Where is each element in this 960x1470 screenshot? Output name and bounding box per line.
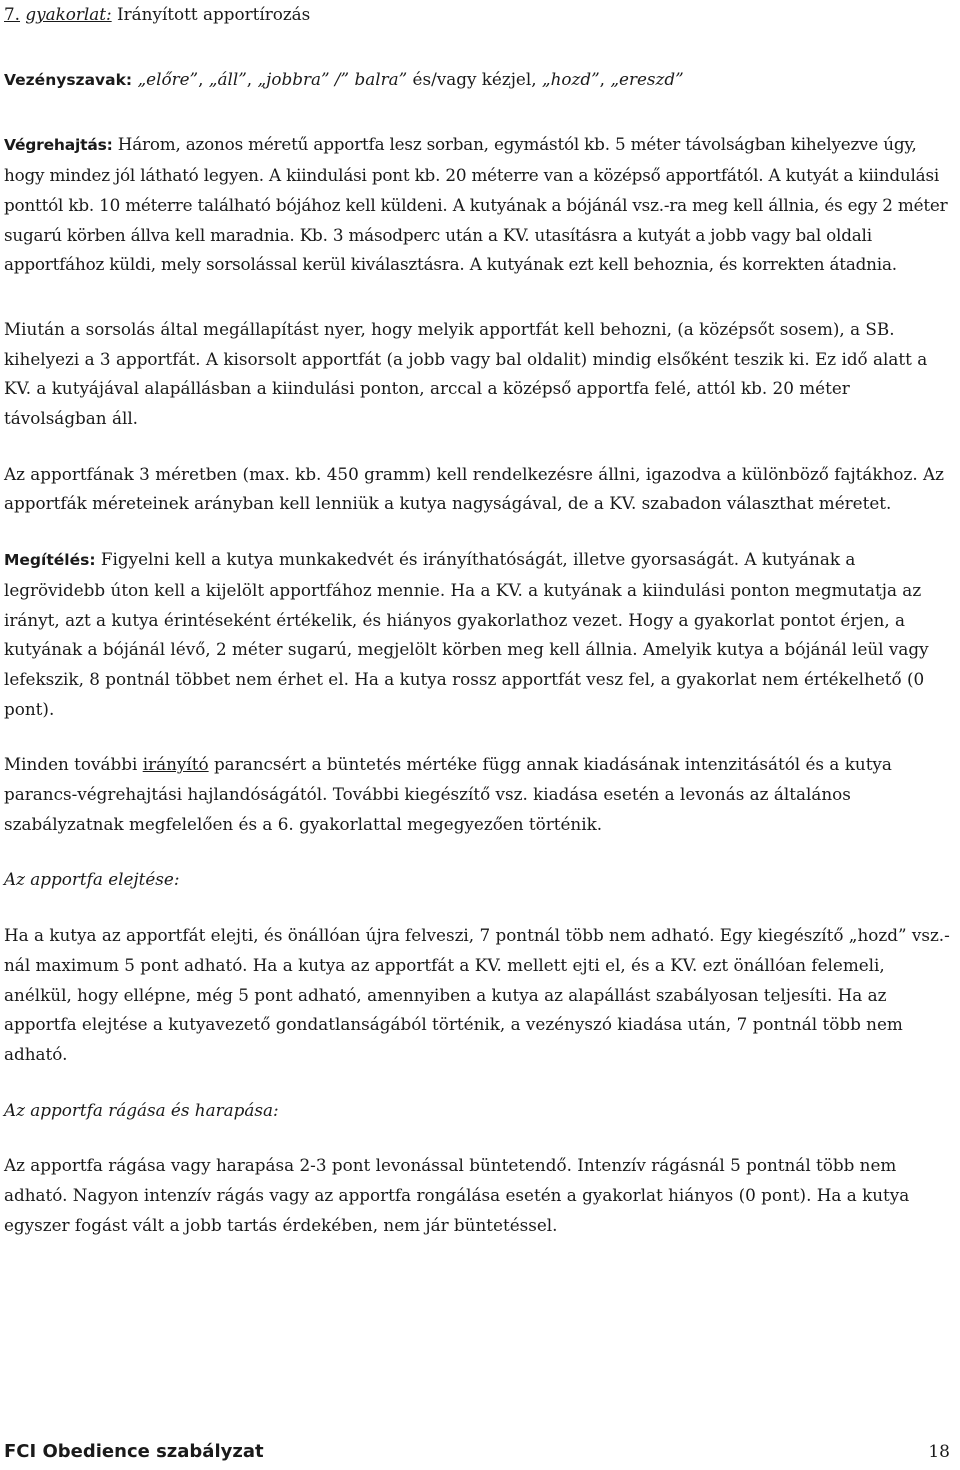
- penalty-text-post: parancsért a büntetés mértéke függ annak kiadásának intenzitásától és a kutya parancs-végrehajtási hajlandóságától. További kiegészítő vsz. kiadása esetén a levonás az általános szabályzatnak megfelelően és a 6. gyakorlattal megegyezően történik.: [4, 754, 892, 834]
- command-release: „ereszd”: [610, 68, 684, 89]
- command-forward: „előre”: [137, 68, 199, 89]
- command-separator: ,: [246, 68, 258, 89]
- command-penalty-paragraph: [4, 750, 952, 839]
- execution-text: Három, azonos méretű apportfa lesz sorban, egymástól kb. 5 méter távolságban kihelyezve úgy, hogy mindez jól látható legyen. A kiindulási pont kb. 20 méterre van a középső apportfától. A kutyát a kiindulási ponttól kb. 10 méterre található bójához kell küldeni. A kutyának a bójánál vsz.-ra meg kell állnia, és egy 2 méter sugarú körben állva kell maradnia. Kb. 3 másodperc után a KV. utasításra a kutyát a jobb vagy bal oldali apportfához küldi, mely sorsolással kerül kiválasztásra. A kutyának ezt kell behoznia, és korrekten átadnia.: [4, 134, 948, 275]
- document-page: [4, 0, 952, 1241]
- execution-paragraph: [4, 130, 952, 280]
- commands-label: Vezényszavak:: [4, 70, 133, 89]
- judging-label: Megítélés:: [4, 551, 96, 570]
- drop-section-text: Ha a kutya az apportfát elejti, és önállóan újra felveszi, 7 pontnál több nem adható. Egy kiegészítő „hozd” vsz.-nál maximum 5 pont adható. Ha a kutya az apportfát a KV. mellett ejti el, és a KV. ezt önállóan felemeli, anélkül, hogy ellépne, még 5 pont adható, amennyiben a kutya az alapállást szabályosan teljesíti. Ha az apportfa elejtése a kutyavezető gondatlanságából történik, a vezényszó kiadása után, 7 pontnál több nem adható.: [4, 925, 950, 1064]
- bite-section-text: Az apportfa rágása vagy harapása 2-3 pont levonással büntetendő. Intenzív rágásnál 5 pontnál több nem adható. Nagyon intenzív rágás vagy az apportfa rongálása esetén a gyakorlat hiányos (0 pont). Ha a kutya egyszer fogást vált a jobb tartás érdekében, nem jár büntetéssel.: [4, 1155, 910, 1235]
- draw-paragraph: Miután a sorsolás által megállapítást nyer, hogy melyik apportfát kell behozni, (a középsőt sosem), a SB. kihelyezi a 3 apportfát. A kisorsolt apportfát (a jobb vagy bal oldalit) mindig elsőként teszik ki. Ez idő alatt a KV. a kutyájával alapállásban a kiindulási ponton, arccal a középső apportfa felé, attól kb. 20 méter távolságban áll.: [4, 318, 928, 429]
- size-paragraph: Az apportfának 3 méretben (max. kb. 450 gramm) kell rendelkezésre állni, igazodva a különböző fajtákhoz. Az apportfák méreteinek arányban kell lenniük a kutya nagyságával, de a KV. szabadon választhat méretet.: [4, 463, 944, 514]
- page-number: 18: [928, 1442, 950, 1462]
- bite-section-heading: Az apportfa rágása és harapása:: [4, 1099, 279, 1120]
- penalty-text-pre: Minden további: [4, 754, 143, 775]
- judging-paragraph: [4, 545, 952, 724]
- exercise-number: 7.: [4, 4, 21, 24]
- execution-label: Végrehajtás:: [4, 136, 113, 155]
- command-bring: „hozd”: [541, 68, 600, 89]
- page-footer: [4, 1437, 950, 1467]
- footer-title: FCI Obedience szabályzat: [4, 1441, 264, 1462]
- command-right-left: „jobbra” /” balra”: [257, 68, 408, 89]
- exercise-name: Irányított apportírozás: [117, 4, 311, 24]
- judging-text: Figyelni kell a kutya munkakedvét és irányíthatóságát, illetve gyorsaságát. A kutyának a legrövidebb úton kell a kijelölt apportfához mennie. Ha a KV. a kutyának a kiindulási ponton megmutatja az irányt, azt a kutya érintéseként értékelik, és hiányos gyakorlathoz vezet. Hogy a gyakorlat pontot érjen, a kutyának a bójánál lévő, 2 méter sugarú, megjelölt körben meg kell állnia. Amelyik kutya a bójánál leül vagy lefekszik, 8 pontnál többet nem érhet el. Ha a kutya rossz apportfát vesz fel, a gyakorlat nem értékelhető (0 pont).: [4, 549, 929, 719]
- commands-paragraph: [4, 65, 952, 96]
- drop-section-heading: Az apportfa elejtése:: [4, 869, 180, 890]
- command-separator: ,: [599, 68, 611, 89]
- exercise-title: [4, 0, 952, 30]
- command-separator: ,: [198, 68, 209, 89]
- commands-middle-text: és/vagy kézjel,: [407, 68, 542, 89]
- command-stand: „áll”: [208, 68, 247, 89]
- exercise-label: gyakorlat:: [25, 4, 112, 24]
- penalty-underlined-word: irányító: [142, 754, 209, 775]
